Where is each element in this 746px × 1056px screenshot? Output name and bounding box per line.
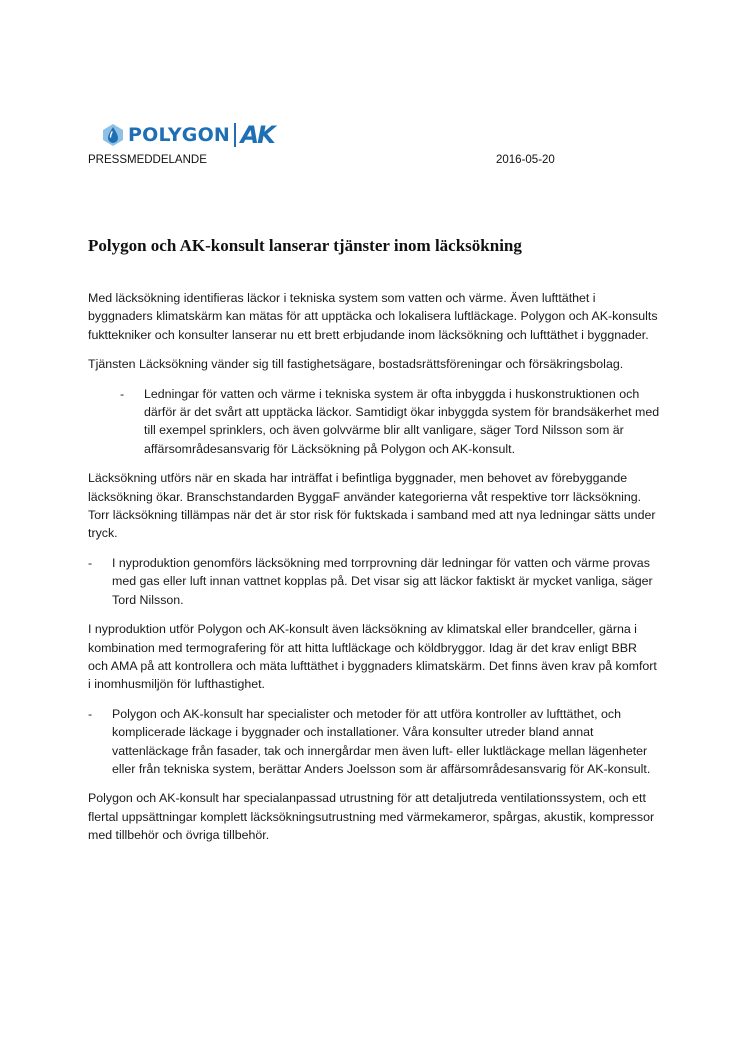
quote-item-tord-2 xyxy=(88,554,660,609)
quote-item-tord-1 xyxy=(88,385,660,459)
press-release-date: 2016-05-20 xyxy=(496,154,555,166)
polygon-droplet-icon xyxy=(101,123,125,147)
logo-ak-text: AK xyxy=(240,121,274,149)
paragraph-audience: Tjänsten Läcksökning vänder sig till fastighetsägare, bostadsrättsföreningar och försäkringsbolag. xyxy=(88,357,624,372)
paragraph-new-production: I nyproduktion utför Polygon och AK-konsult även läcksökning av klimatskal eller brandceller, gärna i kombination med termografering för att hitta luftläckage och köldbryggor. Idag är det krav enligt BBR och AMA på att kontrollera och mäta lufttäthet i byggnaders klimatskärm. Det finns även krav på komfort i inomhusmiljön för lufthastighet. xyxy=(88,622,657,692)
list-dash: - xyxy=(88,706,93,721)
quote-item-anders xyxy=(88,705,660,779)
logo-divider xyxy=(234,123,236,147)
paragraph-equipment: Polygon och AK-konsult har specialanpassad utrustning för att detaljutreda ventilationssystem, och ett flertal uppsättningar komplett läcksökningsutrustning med värmekameror, spårgas, akustik, kompressor med tillbehör och övriga tillbehör. xyxy=(88,791,655,843)
list-dash: - xyxy=(120,386,125,401)
company-logo xyxy=(101,121,274,149)
quote-text: Ledningar för vatten och värme i tekniska system är ofta inbyggda i huskonstruktionen och därför är det svårt att upptäcka läckor. Samtidigt ökar inbyggda system för brandsäkerhet med till exempel sprinklers, och även golvvärme blir allt vanligare, säger Tord Nilsson som är affärsområdesansvarig för Läcksökning på Polygon och AK-konsult. xyxy=(144,386,660,456)
document-title: Polygon och AK-konsult lanserar tjänster inom läcksökning xyxy=(88,236,522,255)
paragraph-leak-detection: Läcksökning utförs när en skada har inträffat i befintliga byggnader, men behovet av förebyggande läcksökning ökar. Branschstandarden ByggaF använder kategorierna våt respektive torr läcksökning. Torr läcksökning tillämpas när det är stor risk för fuktskada i samband med att nya ledningar sätts under tryck. xyxy=(88,471,656,541)
list-dash: - xyxy=(88,555,93,570)
document-body xyxy=(88,289,660,856)
quote-text: I nyproduktion genomförs läcksökning med torrprovning där ledningar för vatten och värme provas med gas eller luft innan vattnet kopplas på. Det visar sig att läckor faktiskt är mycket vanliga, säger Tord Nilsson. xyxy=(112,555,653,607)
press-release-label: PRESSMEDDELANDE xyxy=(88,154,207,166)
logo-brand-text: POLYGON xyxy=(128,124,231,146)
quote-text: Polygon och AK-konsult har specialister och metoder för att utföra kontroller av lufttäthet, och komplicerade läckage i byggnader och installationer. Våra konsulter utreder bland annat vattenläckage från fasader, tak och innergårdar men även luft- eller luktläckage mellan lägenheter eller från tekniska system, berättar Anders Joelsson som är affärsområdesansvarig för AK-konsult. xyxy=(112,706,651,776)
paragraph-intro: Med läcksökning identifieras läckor i tekniska system som vatten och värme. Även lufttäthet i byggnaders klimatskärm kan mätas för att upptäcka och lokalisera luftläckage. Polygon och AK-konsults fukttekniker och konsulter lanserar nu ett brett erbjudande inom läcksökning och lufttäthet i byggnader. xyxy=(88,291,658,342)
